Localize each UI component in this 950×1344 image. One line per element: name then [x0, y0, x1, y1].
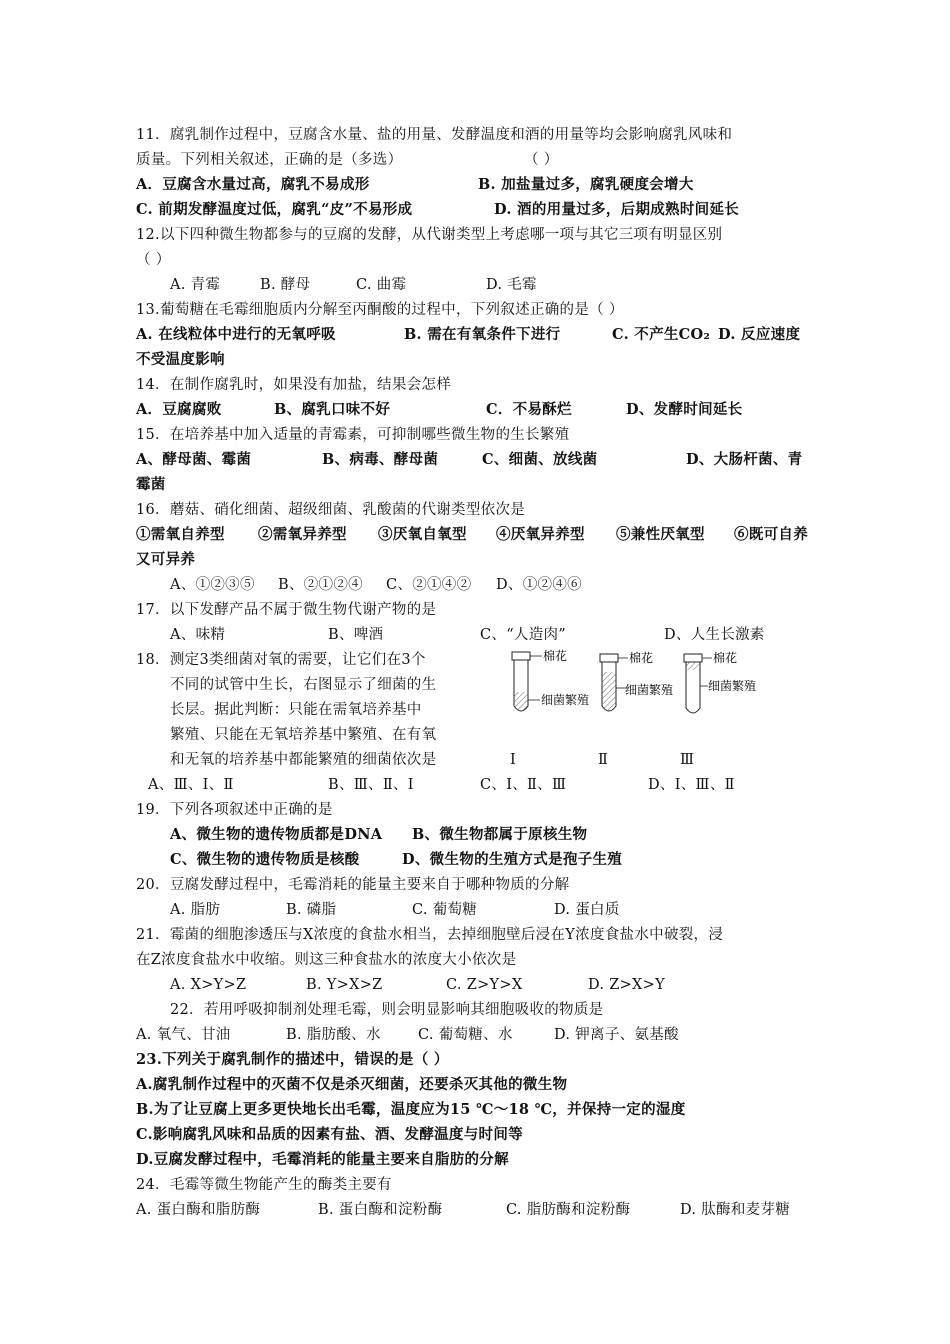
q21-stem-line1: 21．霉菌的细胞渗透压与X浓度的食盐水相当，去掉细胞壁后浸在Y浓度食盐水中破裂，浸 [136, 927, 724, 943]
q16-type-6: ⑥既可自养 [734, 526, 808, 543]
q15-option-b: B、病毒、酵母菌 [322, 451, 439, 468]
q12-stem-line2: （ ） [136, 252, 171, 268]
q18-tube-label-3: Ⅲ [680, 752, 695, 768]
q24-option-b: B. 蛋白酶和淀粉酶 [318, 1202, 443, 1218]
q11-option-d: D. 酒的用量过多，后期成熟时间延长 [494, 201, 740, 218]
q22-option-b: B. 脂肪酸、水 [286, 1027, 381, 1043]
q14-stem: 14．在制作腐乳时，如果没有加盐，结果会怎样 [136, 377, 452, 393]
q16-type-1: ①需氧自养型 [136, 526, 225, 543]
q12-stem-line1: 12.以下四种微生物都参与的豆腐的发酵，从代谢类型上考虑哪一项与其它三项有明显区别 [136, 227, 723, 243]
q11-stem-line1: 11．腐乳制作过程中，豆腐含水量、盐的用量、发酵温度和酒的用量等均会影响腐乳风味和 [136, 127, 733, 143]
q19-option-a: A、微生物的遗传物质都是DNA [170, 826, 383, 843]
q19-option-d: D、微生物的生殖方式是孢子生殖 [402, 851, 623, 868]
tube-3-growth-label: 细菌繁殖 [708, 679, 757, 693]
q11-option-c: C. 前期发酵温度过低，腐乳“皮”不易形成 [136, 201, 413, 218]
q17-stem: 17．以下发酵产品不属于微生物代谢产物的是 [136, 602, 437, 618]
tube-2-cotton-label: 棉花 [629, 651, 654, 665]
q18-stem-line3: 长层。据此判断：只能在需氧培养基中 [170, 702, 422, 718]
q16-type-5: ⑤兼性厌氧型 [616, 526, 705, 543]
test-tube-1 [512, 648, 589, 711]
q12-option-b: B. 酵母 [260, 277, 311, 293]
q15-option-d-cont: 霉菌 [136, 476, 166, 493]
q20-option-d: D. 蛋白质 [554, 902, 620, 918]
q11-stem-text: 质量。下列相关叙述，正确的是（多选） [136, 152, 403, 168]
q14-option-c: C．不易酥烂 [486, 401, 572, 418]
q11-option-b: B. 加盐量过多，腐乳硬度会增大 [478, 176, 694, 193]
q13-option-d: D. 反应速度 [718, 326, 801, 343]
q14-option-a: A．豆腐腐败 [136, 401, 222, 418]
q20-option-a: A. 脂肪 [170, 902, 221, 918]
tube-3-cotton-label: 棉花 [713, 651, 738, 665]
q12-option-c: C. 曲霉 [356, 277, 407, 293]
q13-option-c: C. 不产生CO₂ [612, 326, 711, 343]
q21-option-c: C. Z>Y>X [446, 977, 523, 993]
q22-option-d: D. 钾离子、氨基酸 [554, 1027, 679, 1043]
test-tube-2 [600, 650, 673, 711]
q18-tube-label-2: Ⅱ [598, 752, 609, 768]
q18-stem-line1: 18．测定3类细菌对氧的需要，让它们在3个 [136, 652, 426, 668]
q23-stem: 23.下列关于腐乳制作的描述中，错误的是（ ） [136, 1051, 449, 1068]
q18-tube-label-1: Ⅰ [510, 752, 517, 768]
q24-option-c: C. 脂肪酶和淀粉酶 [506, 1202, 631, 1218]
q23-option-d: D.豆腐发酵过程中，毛霉消耗的能量主要来自脂肪的分解 [136, 1151, 509, 1168]
q16-stem: 16．蘑菇、硝化细菌、超级细菌、乳酸菌的代谢类型依次是 [136, 502, 526, 518]
q19-option-b: B、微生物都属于原核生物 [412, 826, 588, 843]
q22-option-a: A. 氧气、甘油 [136, 1027, 231, 1043]
q17-option-d: D、人生长激素 [664, 627, 765, 643]
q16-type-2: ②需氧异养型 [258, 526, 347, 543]
q18-tube-figure [500, 648, 800, 728]
q16-option-d: D、①②④⑥ [496, 577, 582, 593]
q21-option-b: B. Y>X>Z [306, 977, 383, 993]
q21-option-d: D. Z>X>Y [588, 977, 665, 993]
q21-option-a: A. X>Y>Z [170, 977, 247, 993]
tube-1-growth-label: 细菌繁殖 [541, 693, 590, 707]
q11-answer-blank: （ ） [524, 152, 559, 168]
q17-option-b: B、啤酒 [328, 627, 384, 643]
q18-option-b: B、Ⅲ、Ⅱ、Ⅰ [328, 777, 414, 793]
q23-option-c: C.影响腐乳风味和品质的因素有盐、酒、发酵温度与时间等 [136, 1126, 523, 1143]
tube-2-growth-label: 细菌繁殖 [625, 683, 674, 697]
q18-option-c: C、Ⅰ、Ⅱ、Ⅲ [480, 777, 567, 793]
q22-stem: 22．若用呼吸抑制剂处理毛霉，则会明显影响其细胞吸收的物质是 [170, 1002, 604, 1018]
q16-option-b: B、②①②④ [278, 577, 363, 593]
q22-option-c: C. 葡萄糖、水 [418, 1027, 513, 1043]
q18-option-a: A、Ⅲ、Ⅰ、Ⅱ [148, 777, 234, 793]
q16-type-6-cont: 又可异养 [136, 551, 196, 568]
q21-stem-line2: 在Z浓度食盐水中收缩。则这三种食盐水的浓度大小依次是 [136, 952, 517, 968]
q17-option-c: C、“人造肉” [480, 627, 567, 643]
q16-option-c: C、②①④② [386, 577, 472, 593]
q24-stem: 24．毛霉等微生物能产生的酶类主要有 [136, 1177, 392, 1193]
q14-option-b: B、腐乳口味不好 [274, 401, 391, 418]
q19-stem: 19．下列各项叙述中正确的是 [136, 802, 333, 818]
q16-option-a: A、①②③⑤ [170, 577, 255, 593]
q18-stem-line5: 和无氧的培养基中都能繁殖的细菌依次是 [170, 752, 437, 768]
q13-option-d-cont: 不受温度影响 [136, 351, 225, 368]
q18-stem-line2: 不同的试管中生长，右图显示了细菌的生 [170, 677, 437, 693]
q13-option-a: A. 在线粒体中进行的无氧呼吸 [136, 326, 336, 343]
test-tube-3 [684, 650, 756, 713]
q24-option-d: D. 肽酶和麦芽糖 [680, 1202, 791, 1218]
q19-option-c: C、微生物的遗传物质是核酸 [170, 851, 360, 868]
q18-stem-line4: 繁殖、只能在无氧培养基中繁殖、在有氧 [170, 727, 437, 743]
q23-option-a: A.腐乳制作过程中的灭菌不仅是杀灭细菌，还要杀灭其他的微生物 [136, 1076, 568, 1093]
tube-1-cotton-label: 棉花 [543, 649, 568, 663]
q20-option-c: C. 葡萄糖 [412, 902, 478, 918]
q12-option-a: A. 青霉 [170, 277, 221, 293]
q16-type-3: ③厌氧自氧型 [378, 526, 467, 543]
q13-stem: 13.葡萄糖在毛霉细胞质内分解至丙酮酸的过程中，下列叙述正确的是（ ） [136, 302, 624, 318]
q15-option-d: D、大肠杆菌、青 [686, 451, 803, 468]
q13-option-b: B. 需在有氧条件下进行 [404, 326, 561, 343]
q18-option-d: D、Ⅰ、Ⅲ、Ⅱ [648, 777, 735, 793]
q20-stem: 20．豆腐发酵过程中，毛霉消耗的能量主要来自于哪种物质的分解 [136, 877, 570, 893]
q16-type-4: ④厌氧异养型 [496, 526, 585, 543]
q20-option-b: B. 磷脂 [286, 902, 337, 918]
q14-option-d: D、发酵时间延长 [626, 401, 743, 418]
q12-option-d: D. 毛霉 [486, 277, 537, 293]
q15-option-a: A、酵母菌、霉菌 [136, 451, 252, 468]
q11-option-a: A．豆腐含水量过高，腐乳不易成形 [136, 176, 370, 193]
q24-option-a: A. 蛋白酶和脂肪酶 [136, 1202, 261, 1218]
q23-option-b: B.为了让豆腐上更多更快地长出毛霉，温度应为15 ℃～18 ℃，并保持一定的湿度 [136, 1101, 686, 1118]
q15-option-c: C、细菌、放线菌 [482, 451, 598, 468]
q17-option-a: A、味精 [170, 627, 226, 643]
q15-stem: 15．在培养基中加入适量的青霉素，可抑制哪些微生物的生长繁殖 [136, 427, 570, 443]
